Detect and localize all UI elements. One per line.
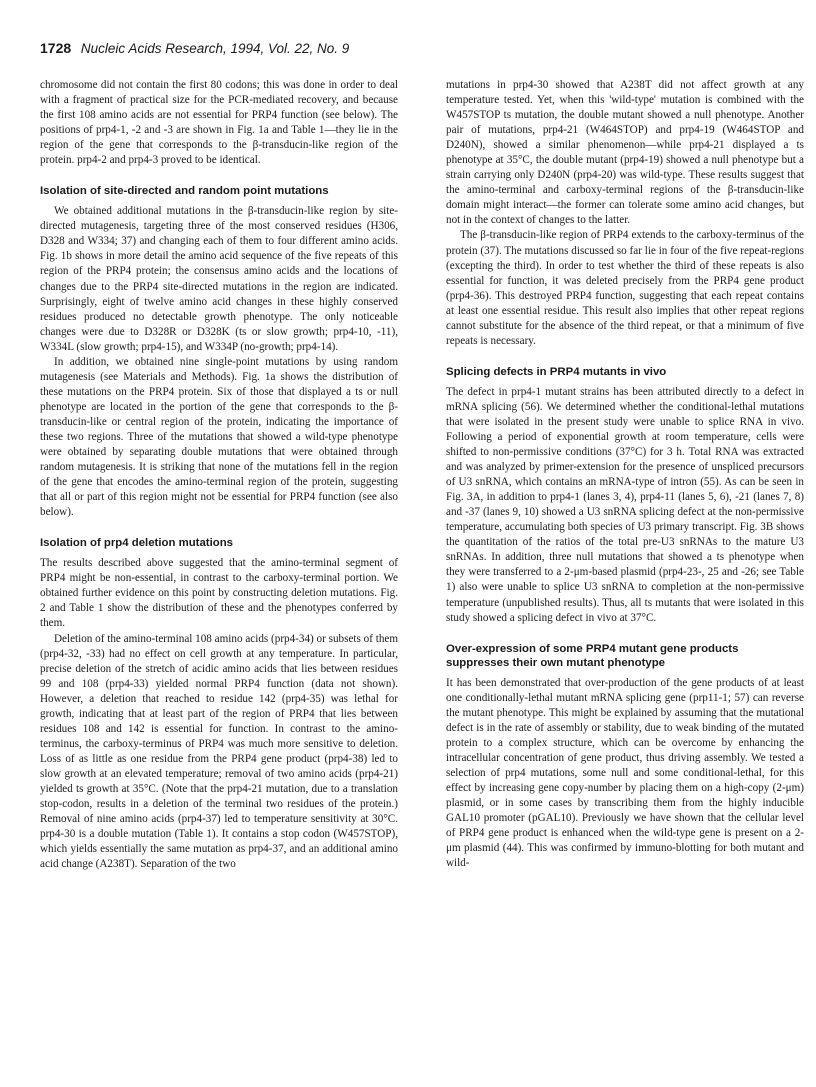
- journal-citation: Nucleic Acids Research, 1994, Vol. 22, No. 9: [80, 41, 350, 56]
- paragraph: The defect in prp4-1 mutant strains has been attributed directly to a defect in mRNA splicing (56). We determined whether the conditional-lethal mutations that were isolated in the present study were unable to splice RNA in vivo. Following a period of exponential growth at room temperature, cells were shifted to non-permissive conditions (37°C) for 3 h. Total RNA was extracted and was analyzed by primer-extension for the presence of unspliced precursors of U3 snRNA, which contains an mRNA-type of intron (55). As can be seen in Fig. 3A, in addition to prp4-1 (lanes 3, 4), prp4-11 (lanes 5, 6), -21 (lanes 7, 8) and -37 (lanes 9, 10) showed a U3 snRNA splicing defect at the non-permissive temperature, accumulating both species of U3 primary transcript. Fig. 3B shows the quantitation of the ratios of the total pre-U3 snRNAs to the mature U3 snRNAs. In addition, three null mutations that showed a ts phenotype when they were transferred to a 2-μm-based plasmid (prp4-23-, 25 and -26; see Table 1) also were unable to splice U3 snRNA to completion at the non-permissive temperature (unpublished results). Thus, all ts mutants that were isolated in this study showed a splicing defect in vivo at 37°C.: [446, 385, 804, 624]
- section-heading: Over-expression of some PRP4 mutant gene products suppresses their own mutant phenotype: [446, 642, 739, 669]
- paragraph: In addition, we obtained nine single-point mutations by using random mutagenesis (see Materials and Methods). Fig. 1a shows the distribution of these mutations on the PRP4 protein. Six of those that displayed a ts or null phenotype are located in the portion of the gene that corresponds to the β-transducin-like or central region of the protein, indicating the importance of these two regions. Three of the mutations that showed a wild-type phenotype were obtained by separating double mutations that were obtained through random mutagenesis. It is striking that none of the mutations fell in the region of the gene that encodes the amino-terminal region of the protein, suggesting that all or part of this region might not be essential for PRP4 function (see also below).: [40, 355, 398, 519]
- paragraph: The β-transducin-like region of PRP4 extends to the carboxy-terminus of the protein (37). The mutations discussed so far lie in four of the five repeat-regions (excepting the third). In order to test whether the third of these repeats is also essential for function, it was deleted precisely from the PRP4 gene product (prp4-36). This destroyed PRP4 function, suggesting that each repeat contains at least one essential residue. This result also implies that other repeat regions cannot substitute for the absence of the third repeat, or that a minimum of five repeats is necessary.: [446, 229, 804, 347]
- section-heading: Isolation of site-directed and random point mutations: [40, 185, 329, 198]
- paragraph: mutations in prp4-30 showed that A238T did not affect growth at any temperature tested. Yet, when this 'wild-type' mutation is combined with the W457STOP ts mutation, the double mutant showed a null phenotype. Another pair of mutations, prp4-21 (W464STOP) and prp4-19 (W464STOP and D240N), showed a similar phenomenon—while prp4-21 displayed a ts phenotype at 35°C, the double mutant (prp4-19) showed a null phenotype but a strain carrying only D240N (prp4-20) was wild-type. These results suggest that the amino-terminal and carboxy-terminal regions of the β-transducin-like domain might interact—the former can tolerate some amino acid changes, but not in the context of changes to the latter.: [446, 79, 804, 227]
- paragraph: We obtained additional mutations in the β-transducin-like region by site-directed mutagenesis, targeting three of the most conserved residues (H306, D328 and W334; 37) and changing each of them to four different amino acids. Fig. 1b shows in more detail the amino acid sequence of the five repeats of this region of the PRP4 protein; the consensus amino acids and the locations of changes due to the PRP4 site-directed mutations in the region are indicated. Surprisingly, eight of twelve amino acid changes in these highly conserved residues produced no detectable growth phenotype. The only noticeable changes were due to D328R or D328K (ts or slow growth; prp4-10, -11), W334L (slow growth; prp4-15), and W334P (no-growth; prp4-14).: [40, 205, 398, 353]
- section-heading: Splicing defects in PRP4 mutants in vivo: [446, 365, 667, 378]
- right-column: [446, 78, 804, 871]
- running-header: [40, 40, 349, 56]
- section-heading: Isolation of prp4 deletion mutations: [40, 537, 234, 550]
- page-number: 1728: [40, 40, 72, 56]
- paragraph: The results described above suggested that the amino-terminal segment of PRP4 might be non-essential, in contrast to the carboxy-terminal portion. We obtained further evidence on this point by constructing deletion mutations. Fig. 2 and Table 1 show the distribution of these and the phenotypes conferred by them.: [40, 557, 398, 630]
- paragraph: chromosome did not contain the first 80 codons; this was done in order to deal with a fragment of practical size for the PCR-mediated recovery, and because the first 108 amino acids are not essential for PRP4 function (see below). The positions of prp4-1, -2 and -3 are shown in Fig. 1a and Table 1—they lie in the region of the gene that corresponds to the β-transducin-like region of the protein. prp4-2 and prp4-3 proved to be identical.: [40, 79, 398, 167]
- paragraph: It has been demonstrated that over-production of the gene products of at least one conditionally-lethal mutant mRNA splicing gene (prp11-1; 57) can reverse the mutant phenotype. This might be explained by assuming that the mutational defect is in the rate of assembly or stability, due to weak binding of the mutated protein to a complex structure, which can be overcome by enhancing the intracellular concentration of gene product, thus driving assembly. We tested a selection of prp4 mutations, some null and some conditional-lethal, for this effect by increasing gene copy-number by placing them on a high-copy (2-μm) plasmid, or in some cases by transcribing them from the highly inducible GAL10 promoter (pGAL10). Previously we have shown that the cellular level of PRP4 gene product is enhanced when the wild-type gene is present on a 2-μm plasmid (44). This was confirmed by immuno-blotting for both mutant and wild-: [446, 676, 804, 870]
- left-column: [40, 78, 398, 872]
- paragraph: Deletion of the amino-terminal 108 amino acids (prp4-34) or subsets of them (prp4-32, -33) had no effect on cell growth at any temperature. In particular, precise deletion of the stretch of acidic amino acids that lies between residues 99 and 108 (prp4-33) yielded normal PRP4 function (data not shown). However, a deletion that reached to residue 142 (prp4-35) was lethal for growth, indicating that at least part of the region of PRP4 that lies between residues 108 and 142 is essential for function. In contrast to the amino-terminus, the carboxy-terminus of PRP4 was much more sensitive to deletion. Loss of as little as one residue from the PRP4 gene product (prp4-38) led to slow growth at an elevated temperature; removal of two amino acids (prp4-21) yielded ts growth at 35°C. (Note that the prp4-21 mutation, due to a translation stop-codon, results in a deletion of the terminal two residues of the protein.) Removal of nine amino acids (prp4-37) led to temperature sensitivity at 30°C. prp4-30 is a double mutation (Table 1). It contains a stop codon (W457STOP), which yields essentially the same mutation as prp4-37, and an additional amino acid change (A238T). Separation of the two: [40, 632, 398, 871]
